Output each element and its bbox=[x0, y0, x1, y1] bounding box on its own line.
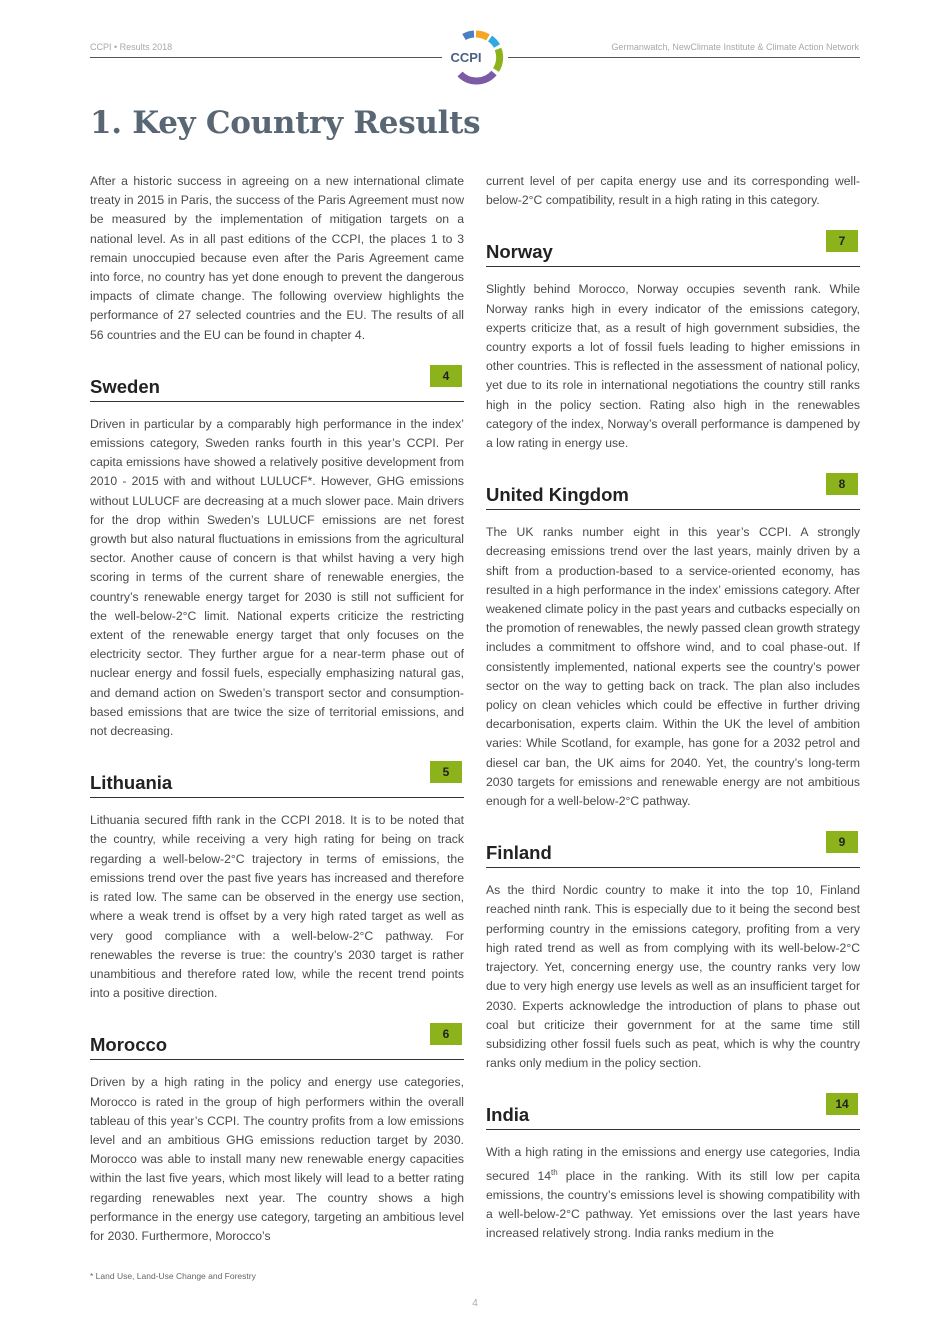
rank-badge: 9 bbox=[826, 831, 858, 853]
section-title: Finland bbox=[486, 842, 552, 864]
india-text-end: place in the ranking. With its still low per capita emissions, the country’s emissions level is showing compatibility with a well-below-2°C pathway. Yet emissions over the last years have increased relatively strong. India ranks medium in the bbox=[486, 1168, 860, 1241]
section-title: Norway bbox=[486, 241, 553, 263]
united-kingdom-paragraph: The UK ranks number eight in this year’s CCPI. A strongly decreasing emissions trend over the last years, mainly driven by a shift from a production-based to a service-oriented economy, has resulted in a high performance in the index’ emissions category. After weakened climate policy in the past years and cutbacks especially on the promotion of renewables, the newly passed clean growth strategy includes a commitment to offshore wind, and to coal phase-out. If consistently implemented, national experts see the country’s power sector on the way to getting back on track. The plan also includes policy on clean vehicles which could be effective in further driving decarbonisation, experts claim. Within the UK the level of ambition varies: While Scotland, for example, has gone for a 2032 petrol and diesel car ban, the UK aims for 2040. Yet, the country’s long-term 2030 targets for emissions and renewable energy are not ambitious enough for a well-below-2°C pathway. bbox=[486, 525, 860, 809]
header-left-text: CCPI • Results 2018 bbox=[90, 42, 173, 52]
section-header-norway bbox=[486, 230, 860, 267]
header-right-text: Germanwatch, NewClimate Institute & Climate Action Network bbox=[611, 42, 859, 52]
norway-paragraph: Slightly behind Morocco, Norway occupies seventh rank. While Norway ranks high in every indicator of the emissions category, experts criticize that, as a result of high government subsidies, the country exports a lot of fossil fuels leading to higher emissions in other countries. This is reflected in the assessment of national policy, yet due to its role in international negotiations the country still ranks high in the policy section. Rating also high in the renewables category of the index, Norway’s overall performance is dampened by a low rating in energy use. bbox=[486, 282, 860, 451]
section-header-lithuania bbox=[90, 761, 464, 798]
finland-paragraph: As the third Nordic country to make it into the top 10, Finland reached ninth rank. This is especially due to it being the second best performing country in the emissions category, profiting from a very high rated trend as well as from complying with its well-below-2°C trajectory. Yet, concerning energy use, the country ranks very low due to very high energy use levels as well as an insufficient target for 2030. Experts acknowledge the introduction of plans to phase out coal but criticize their government for at the same time still subsidizing other fossil fuels such as peat, which is why the country ranks only medium in the policy section. bbox=[486, 883, 860, 1071]
section-title: India bbox=[486, 1104, 530, 1126]
rank-badge: 4 bbox=[430, 365, 462, 387]
section-title: United Kingdom bbox=[486, 484, 629, 506]
section-header-united-kingdom bbox=[486, 473, 860, 510]
india-text-start: With a high rating in the emissions and energy use categories, India secured 14 bbox=[486, 1145, 860, 1183]
intro-paragraph: After a historic success in agreeing on a new international climate treaty in 2015 in Paris, the success of the Paris Agreement must now be measured by the implementation of mitigation targets on a national level. As in all past editions of the CCPI, the places 1 to 3 remain unoccupied because even after the Paris Agreement came into force, no country has yet done enough to prevent the dangerous impacts of climate change. The following overview highlights the performance of 27 selected countries and the EU. The results of all 56 countries and the EU can be found in chapter 4. bbox=[90, 174, 464, 342]
rank-badge: 8 bbox=[826, 473, 858, 495]
india-paragraph bbox=[486, 1143, 860, 1243]
ccpi-logo bbox=[443, 28, 509, 86]
india-ordinal-suffix: th bbox=[551, 1167, 558, 1177]
page-number: 4 bbox=[472, 1298, 478, 1309]
lithuania-paragraph: Lithuania secured fifth rank in the CCPI 2018. It is to be noted that the country, while receiving a very high rating for being on track regarding a well-below-2°C trajectory in terms of emissions, the emissions trend over the past five years has increased and therefore is rated low. The same can be observed in the energy use section, where a weak trend is offset by a very high rated target as well as very good compliance with a well-below-2°C pathway. For renewables the reverse is true: the country’s 2030 target is rather unambitious and therefore rated low, while the recent trend points into a positive direction. bbox=[90, 813, 464, 1001]
logo-text: CCPI bbox=[450, 50, 482, 65]
rank-badge: 6 bbox=[430, 1023, 462, 1045]
rank-badge: 7 bbox=[826, 230, 858, 252]
footnote: * Land Use, Land-Use Change and Forestry bbox=[90, 1271, 256, 1281]
section-header-india bbox=[486, 1093, 860, 1130]
page-title: 1. Key Country Results bbox=[90, 105, 481, 141]
section-header-sweden bbox=[90, 365, 464, 402]
section-title: Sweden bbox=[90, 375, 160, 397]
morocco-paragraph-continued: current level of per capita energy use and its corresponding well-below-2°C compatibility, result in a high rating in this category. bbox=[486, 174, 860, 208]
sweden-paragraph: Driven in particular by a comparably high performance in the index’ emissions category, Sweden ranks fourth in this year’s CCPI. Per capita emissions have showed a relatively positive development from 2010 - 2015 with and without LULUCF*. However, GHG emissions without LULUCF are decreasing at a much slower pace. Main drivers for the drop within Sweden’s LULUCF emissions are net forest growth but also natural fluctuations in emissions from the agricultural sector. Another cause of concern is that whilst having a very high scoring in terms of the current share of renewable energies, the country’s renewable energy target for 2030 is still not sufficient for the well-below-2°C limit. National experts criticize the restricting extent of the renewable energy target that only focuses on the electricity sector. They further argue for a near-term phase out of nuclear energy and fossil fuels, especially emphasizing natural gas, and demand action on Sweden’s transport sector and consumption-based emissions that are twice the size of territorial emissions, and not decreasing. bbox=[90, 416, 464, 739]
section-title: Morocco bbox=[90, 1034, 168, 1056]
header-rule-right bbox=[508, 57, 860, 58]
right-column bbox=[486, 172, 860, 1243]
morocco-paragraph: Driven by a high rating in the policy and energy use categories, Morocco is rated in the group of high performers within the overall tableau of this year’s CCPI. The country profits from a low emissions level and an ambitious GHG emissions reduction target by 2030. Morocco was able to install many new renewable energy capacities within the last five years, which most likely will lead to a better rating regarding renewables next year. The country shows a high performance in the energy use category, targeting an ambitious level for 2030. Furthermore, Morocco’s bbox=[90, 1075, 464, 1243]
section-header-morocco bbox=[90, 1023, 464, 1060]
rank-badge: 14 bbox=[826, 1093, 858, 1115]
left-column bbox=[90, 172, 464, 1246]
header-rule-left bbox=[90, 57, 442, 58]
section-header-finland bbox=[486, 831, 860, 868]
section-title: Lithuania bbox=[90, 772, 173, 794]
rank-badge: 5 bbox=[430, 761, 462, 783]
